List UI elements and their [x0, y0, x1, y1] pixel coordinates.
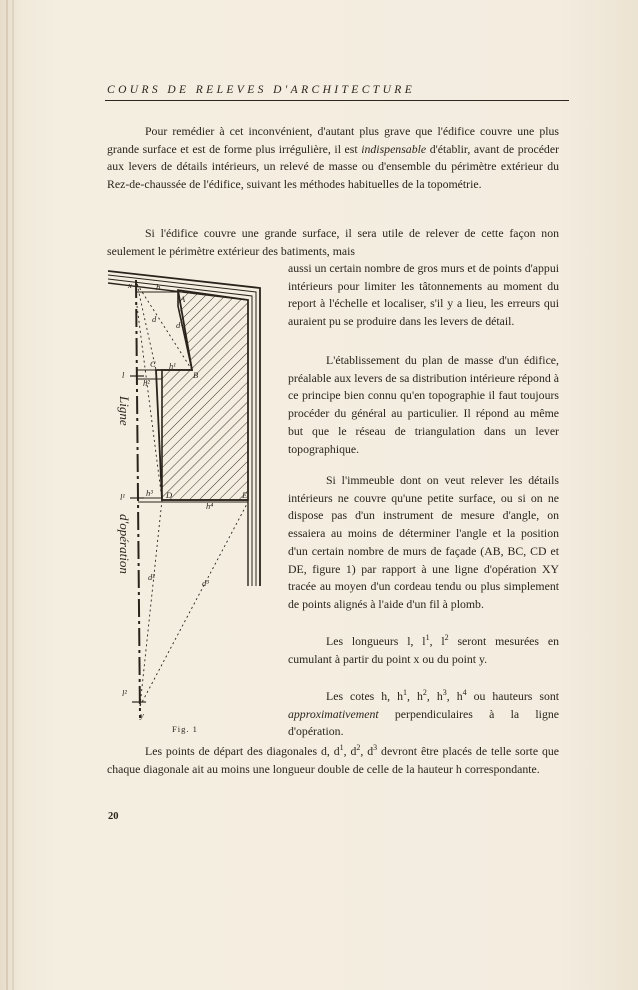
label-E: E [242, 490, 248, 500]
paragraph-2b: aussi un certain nombre de gros murs et de points d'appui intérieurs pour limiter les tâtonnements au moment du report à l'échelle et localiser, s'il y a lieu, les erreurs qui auraient pu se produire dans les levers de détail. [288, 261, 559, 329]
paragraph-1: Pour remédier à cet inconvénient, d'autant plus grave que l'édifice couvre une plus grande surface et est de forme plus irrégulière, il est indispensable d'établir, avant de procéder aux levers de détails intérieurs, un relevé de masse ou d'ensemble du périmètre extérieur du Rez-de-chaussée de l'édifice, suivant les méthodes habituelles de la topométrie. [107, 124, 559, 192]
label-h2: h² [143, 378, 150, 388]
line-label-ligne: Ligne [117, 396, 132, 426]
paragraph-4: Si l'immeuble dont on veut relever les détails intérieurs ne couvre qu'une petite surface, ou si on ne dispose pas d'un instrument de mesure d'angle, on essaiera au moins de déterminer l'angle et la position d'un certain nombre de murs de façade (AB, BC, CD et DE, figure 1) par rapport à une ligne d'opération XY tracée au moyen d'un cordeau tendu ou plus simplement de points alignés à l'aide d'un fil à plomb. [288, 473, 559, 611]
hatched-building [162, 290, 248, 500]
page-edge [12, 0, 14, 990]
label-l: l [122, 370, 125, 380]
paragraph-7: Les points de départ des diagonales d, $d^1$, $d^2$, $d^3$ devront être placés de telle sorte que chaque diagonale ait au moins une longueur double de celle de la hauteur h correspondante. [107, 743, 559, 776]
label-A: A [180, 294, 186, 304]
label-h4: h⁴ [206, 501, 214, 511]
label-D: D [166, 490, 173, 500]
figure-1 [106, 266, 276, 736]
header-rule [105, 100, 569, 101]
paragraph-2a: Si l'édifice couvre une grande surface, il sera utile de relever de cette façon non seulement le périmètre extérieur des batiments, mais [107, 226, 559, 258]
label-d1: d¹ [176, 320, 183, 330]
running-header: COURS DE RELEVES D'ARCHITECTURE [107, 84, 416, 96]
paragraph-3: L'établissement du plan de masse d'un édifice, préalable aux levers de sa distribution intérieure répond à ce principe bien connu qu'en topographie il faut toujours procéder du général au particulier. Il répond au même but que le réseau de triangulation dans un lever topographique. [288, 353, 559, 456]
operation-line [136, 280, 140, 718]
label-x: x [128, 280, 132, 290]
line-label-operation: d'opération [117, 514, 132, 574]
label-l2: l² [122, 688, 127, 698]
label-y: y [140, 710, 144, 720]
paragraph-6: Les cotes h, $h^1$, $h^2$, $h^3$, $h^4$ ou hauteurs sont approximativement perpendiculaires à la ligne d'opération. [288, 688, 560, 739]
label-h3: h³ [146, 488, 153, 498]
label-d2: d² [148, 572, 155, 582]
label-d: d [152, 314, 157, 324]
figure-1-diagram [106, 266, 276, 736]
label-C: C [150, 359, 156, 369]
label-B: B [193, 370, 199, 380]
page-number: 20 [108, 811, 119, 822]
figure-caption: Fig. 1 [172, 724, 198, 734]
label-l1: l¹ [120, 492, 125, 502]
label-d3: d³ [202, 578, 209, 588]
label-h: h [156, 282, 161, 292]
page-edge [6, 0, 8, 990]
paragraph-5: Les longueurs l, $l^1$, $l^2$ seront mesurées en cumulant à partir du point x ou du point y. [288, 633, 559, 666]
label-h1: h¹ [169, 361, 176, 371]
